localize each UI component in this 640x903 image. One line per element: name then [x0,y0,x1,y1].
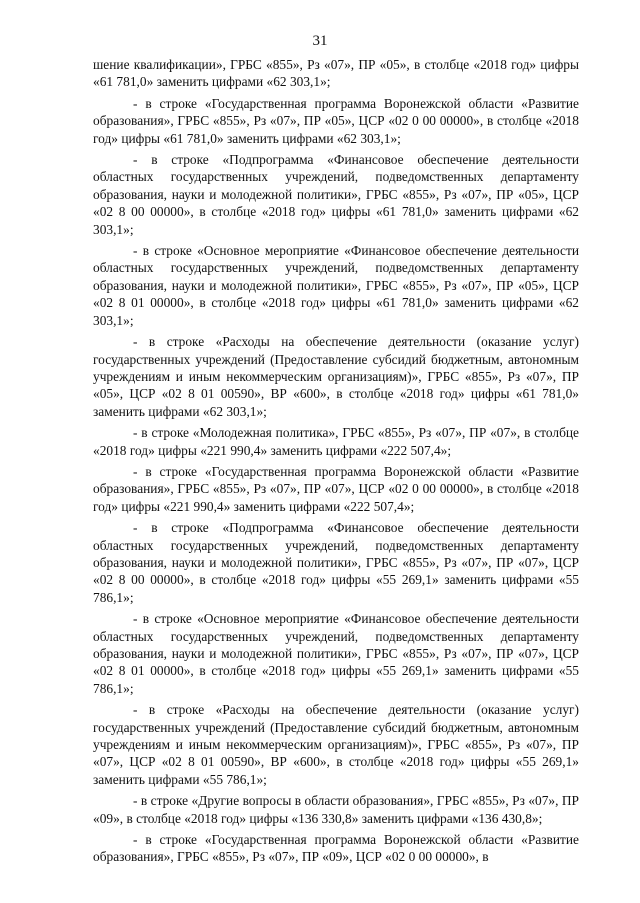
paragraph: - в строке «Другие вопросы в области образования», ГРБС «855», Рз «07», ПР «09», в столбце «2018 год» цифры «136 330,8» заменить цифрами «136 430,8»; [93,793,579,826]
paragraph: - в строке «Расходы на обеспечение деятельности (оказание услуг) государственных учреждений (Предоставление субсидий бюджетным, автономным учреждениям и иным некоммерческим организациям)», ГРБС «855», Рз «07», ПР «07», ЦСР «02 8 01 00590», ВР «600», в столбце «2018 год» цифры «55 269,1» заменить цифрами «55 786,1»; [93,702,579,787]
paragraph: - в строке «Молодежная политика», ГРБС «855», Рз «07», ПР «07», в столбце «2018 год» цифры «221 990,4» заменить цифрами «222 507,4»; [93,425,579,458]
paragraph: - в строке «Расходы на обеспечение деятельности (оказание услуг) государственных учреждений (Предоставление субсидий бюджетным, автономным учреждениям и иным некоммерческим организациям)», ГРБС «855», Рз «07», ПР «05», ЦСР «02 8 01 00590», ВР «600», в столбце «2018 год» цифры «61 781,0» заменить цифрами «62 303,1»; [93,334,579,419]
paragraph: - в строке «Государственная программа Воронежской области «Развитие образования», ГРБС «855», Рз «07», ПР «07», ЦСР «02 0 00 00000», в столбце «2018 год» цифры «221 990,4» заменить цифрами «222 507,4»; [93,463,579,514]
paragraph: - в строке «Основное мероприятие «Финансовое обеспечение деятельности областных государственных учреждений, подведомственных департаменту образования, науки и молодежной политики», ГРБС «855», Рз «07», ПР «07», ЦСР «02 8 01 00000», в столбце «2018 год» цифры «55 269,1» заменить цифрами «55 786,1»; [93,611,579,696]
paragraph: шение квалификации», ГРБС «855», Рз «07», ПР «05», в столбце «2018 год» цифры «61 781,0» заменить цифрами «62 303,1»; [93,57,579,90]
paragraph: - в строке «Подпрограмма «Финансовое обеспечение деятельности областных государственных учреждений, подведомственных департаменту образования, науки и молодежной политики», ГРБС «855», Рз «07», ПР «07», ЦСР «02 8 00 00000», в столбце «2018 год» цифры «55 269,1» заменить цифрами «55 786,1»; [93,520,579,605]
document-body [93,56,579,870]
paragraph: - в строке «Основное мероприятие «Финансовое обеспечение деятельности областных государственных учреждений, подведомственных департаменту образования, науки и молодежной политики», ГРБС «855», Рз «07», ПР «05», ЦСР «02 8 01 00000», в столбце «2018 год» цифры «61 781,0» заменить цифрами «62 303,1»; [93,243,579,328]
paragraph: - в строке «Государственная программа Воронежской области «Развитие образования», ГРБС «855», Рз «07», ПР «05», ЦСР «02 0 00 00000», в столбце «2018 год» цифры «61 781,0» заменить цифрами «62 303,1»; [93,95,579,146]
paragraph: - в строке «Подпрограмма «Финансовое обеспечение деятельности областных государственных учреждений, подведомственных департаменту образования, науки и молодежной политики», ГРБС «855», Рз «07», ПР «05», ЦСР «02 8 00 00000», в столбце «2018 год» цифры «61 781,0» заменить цифрами «62 303,1»; [93,152,579,237]
page-number: 31 [312,33,328,49]
paragraph: - в строке «Государственная программа Воронежской области «Развитие образования», ГРБС «855», Рз «07», ПР «09», ЦСР «02 0 00 00000», в [93,832,579,865]
